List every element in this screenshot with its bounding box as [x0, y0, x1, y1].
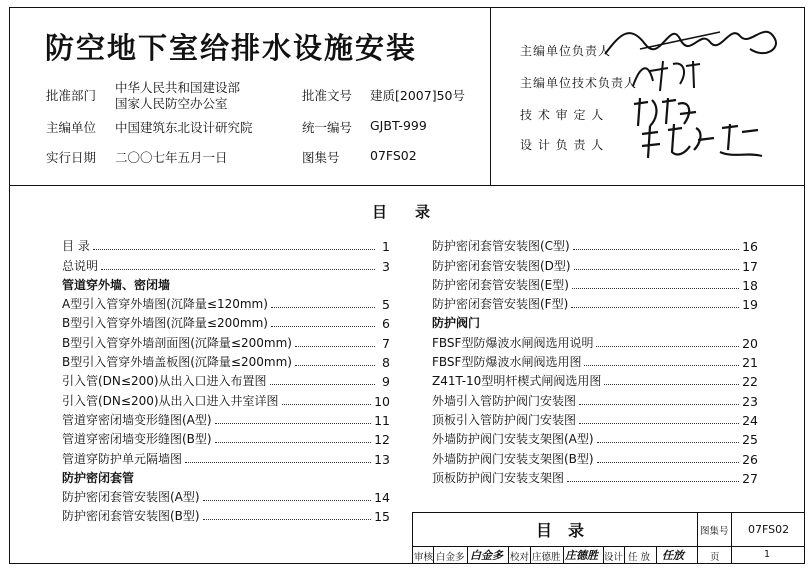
- toc-entry-title: B型引入管穿外墙图(沉降量≤200mm): [62, 316, 268, 331]
- toc-entry-page: 9: [382, 374, 390, 390]
- page-title: 防空地下室给排水设施安装: [45, 31, 418, 65]
- approval-dept-label: 批准部门: [46, 88, 97, 103]
- toc-leader: [574, 269, 739, 270]
- unified-no-label: 统一编号: [302, 120, 353, 135]
- toc-section-title: 防护密闭套管: [62, 470, 135, 485]
- toc-entry-title: 顶板防护阀门安装支架图: [432, 470, 565, 485]
- tb-cell-rule: [467, 546, 468, 564]
- toc-entry-title: 防护密闭套管安装图(B型): [62, 509, 200, 524]
- tb-cell-rule: [656, 546, 657, 564]
- toc-section-title: 管道穿外墙、密闭墙: [62, 277, 171, 292]
- toc-leader: [93, 249, 375, 250]
- toc-leader: [282, 404, 372, 405]
- approval-dept-line-1: 中华人民共和国建设部: [115, 80, 241, 95]
- toc-entry[interactable]: [62, 389, 390, 408]
- toc-entry-title: 外墙防护阀门安装支架图(A型): [432, 432, 594, 447]
- toc-entry-page: 13: [374, 451, 390, 467]
- toc-entry-title: Z41T-10型明杆楔式闸阀选用图: [432, 374, 602, 389]
- toc-left-column: [62, 235, 390, 524]
- header-bottom-rule: [9, 185, 805, 186]
- editor-unit-label: 主编单位: [46, 120, 97, 135]
- toc-entry-title: 管道穿密闭墙变形缝图(B型): [62, 432, 212, 447]
- toc-entry-page: 14: [374, 490, 390, 506]
- toc-entry[interactable]: [432, 274, 758, 293]
- review-signature: 白金多: [470, 549, 503, 562]
- design-label: 设计: [604, 552, 624, 563]
- toc-entry-page: 1: [382, 239, 390, 255]
- atlas-no-value: 07FS02: [370, 148, 417, 163]
- toc-leader: [573, 249, 739, 250]
- toc-entry-title: 管道穿密闭墙变形缝图(A型): [62, 412, 212, 427]
- toc-entry-title: B型引入管穿外墙剖面图(沉降量≤200mm): [62, 335, 292, 350]
- unified-no-value: GJBT-999: [370, 118, 427, 133]
- toc-leader: [567, 481, 739, 482]
- toc-leader: [215, 442, 371, 443]
- toc-entry-page: 11: [374, 412, 390, 428]
- toc-entry-page: 23: [742, 393, 758, 409]
- toc-entry-title: 引入管(DN≤200)从出入口进入井室详图: [62, 393, 279, 408]
- resp-label-design-lead: 设 计 负 责 人: [520, 138, 605, 152]
- toc-entry-page: 19: [742, 297, 758, 313]
- check-signature: 庄德胜: [565, 549, 598, 562]
- toc-leader: [185, 462, 371, 463]
- editor-unit-value: 中国建筑东北设计研究院: [115, 120, 253, 135]
- tb-cell-rule: [563, 546, 564, 564]
- toc-entry-page: 18: [742, 277, 758, 293]
- toc-entry-title: B型引入管穿外墙盖板图(沉降量≤200mm): [62, 355, 292, 370]
- toc-entry-title: 目 录: [62, 239, 90, 254]
- title-block-top-rule: [412, 512, 805, 513]
- toc-leader: [271, 326, 375, 327]
- check-label: 校对: [510, 552, 530, 563]
- title-block-atlas-rule: [697, 512, 698, 564]
- toc-leader: [270, 384, 375, 385]
- signature-design-lead: [638, 122, 768, 168]
- toc-entry[interactable]: [62, 254, 390, 273]
- toc-entry-page: 15: [374, 509, 390, 525]
- toc-entry-page: 26: [742, 451, 758, 467]
- review-label: 审核: [414, 552, 434, 563]
- toc-entry[interactable]: [62, 293, 390, 312]
- approval-doc-label: 批准文号: [302, 88, 353, 103]
- toc-entry[interactable]: [432, 370, 758, 389]
- tb-cell-rule: [624, 546, 625, 564]
- toc-section-title: 防护阀门: [432, 316, 481, 331]
- toc-leader: [571, 307, 739, 308]
- title-block-atlas-value: 07FS02: [748, 523, 790, 536]
- toc-leader: [579, 423, 739, 424]
- toc-heading: 目录: [372, 203, 459, 221]
- toc-entry[interactable]: [62, 351, 390, 370]
- toc-entry-page: 24: [742, 412, 758, 428]
- toc-entry-title: 防护密闭套管安装图(E型): [432, 277, 569, 292]
- toc-entry[interactable]: [432, 467, 758, 486]
- toc-entry-title: 引入管(DN≤200)从出入口进入布置图: [62, 374, 267, 389]
- toc-entry[interactable]: [432, 235, 758, 254]
- toc-leader: [584, 365, 739, 366]
- toc-entry-page: 6: [382, 316, 390, 332]
- toc-entry[interactable]: [432, 447, 758, 466]
- toc-entry-title: 总说明: [62, 258, 99, 273]
- toc-entry[interactable]: [432, 293, 758, 312]
- toc-leader: [215, 423, 372, 424]
- tb-cell-rule: [433, 546, 434, 564]
- toc-leader: [203, 519, 371, 520]
- toc-entry-title: FBSF型防爆波水闸阀选用图: [432, 355, 582, 370]
- toc-entry[interactable]: [62, 447, 390, 466]
- design-signature: 任放: [662, 549, 684, 562]
- toc-entry-title: 外墙防护阀门安装支架图(B型): [432, 451, 594, 466]
- title-block-atlas-label: 图集号: [700, 526, 729, 537]
- effective-date-label: 实行日期: [46, 150, 97, 165]
- toc-entry[interactable]: [62, 235, 390, 254]
- toc-entry-page: 5: [382, 297, 390, 313]
- toc-entry[interactable]: [62, 486, 390, 505]
- title-block-atlas-value-rule: [731, 512, 732, 564]
- resp-label-tech-review: 技 术 审 定 人: [520, 108, 605, 122]
- toc-entry[interactable]: [432, 331, 758, 350]
- toc-entry-page: 17: [742, 258, 758, 274]
- toc-entry-title: 外墙引入管防护阀门安装图: [432, 393, 577, 408]
- toc-entry-title: 防护密闭套管安装图(D型): [432, 258, 571, 273]
- toc-entry-title: A型引入管穿外墙图(沉降量≤120mm): [62, 297, 268, 312]
- toc-entry-title: 顶板引入管防护阀门安装图: [432, 412, 577, 427]
- review-name: 白金多: [436, 552, 465, 563]
- toc-entry[interactable]: [62, 312, 390, 331]
- approval-dept-line-2: 国家人民防空办公室: [115, 96, 228, 111]
- toc-entry-page: 22: [742, 374, 758, 390]
- toc-entry[interactable]: [432, 351, 758, 370]
- toc-entry[interactable]: [62, 505, 390, 524]
- toc-entry-page: 3: [382, 258, 390, 274]
- toc-leader: [596, 346, 739, 347]
- tb-cell-rule: [508, 546, 509, 564]
- page-label: 页: [710, 552, 720, 563]
- toc-entry-page: 25: [742, 432, 758, 448]
- toc-entry[interactable]: [432, 254, 758, 273]
- toc-entry-page: 20: [742, 335, 758, 351]
- atlas-no-label: 图集号: [302, 150, 340, 165]
- toc-entry-title: FBSF型防爆波水闸阀选用说明: [432, 335, 594, 350]
- toc-leader: [295, 346, 375, 347]
- toc-entry-page: 21: [742, 355, 758, 371]
- toc-leader: [579, 404, 739, 405]
- toc-leader: [295, 365, 375, 366]
- toc-leader: [604, 384, 739, 385]
- toc-entry-title: 防护密闭套管安装图(C型): [432, 239, 570, 254]
- tb-cell-rule: [530, 546, 531, 564]
- toc-entry-page: 27: [742, 470, 758, 486]
- approval-doc-value: 建质[2007]50号: [370, 88, 465, 103]
- toc-entry-title: 防护密闭套管安装图(A型): [62, 490, 200, 505]
- resp-label-chief-tech: 主编单位技术负责人: [520, 76, 638, 90]
- page-value: 1: [764, 549, 771, 560]
- toc-entry-page: 16: [742, 239, 758, 255]
- toc-leader: [271, 307, 375, 308]
- toc-section: [432, 312, 758, 331]
- header-vertical-rule: [490, 7, 491, 185]
- toc-entry-page: 12: [374, 432, 390, 448]
- toc-leader: [572, 288, 739, 289]
- toc-leader: [101, 269, 375, 270]
- toc-leader: [203, 500, 372, 501]
- design-name: 任 放: [628, 552, 651, 563]
- toc-entry-page: 10: [374, 393, 390, 409]
- check-name: 庄德胜: [532, 552, 561, 563]
- title-block-title: 目录: [536, 521, 601, 540]
- effective-date-value: 二〇〇七年五月一日: [115, 150, 228, 165]
- toc-entry[interactable]: [432, 389, 758, 408]
- toc-entry[interactable]: [432, 428, 758, 447]
- resp-label-chief-unit: 主编单位负责人: [520, 44, 612, 58]
- toc-section: [62, 467, 390, 486]
- title-block-left-rule: [412, 512, 413, 564]
- toc-entry-page: 8: [382, 355, 390, 371]
- toc-entry-page: 7: [382, 335, 390, 351]
- toc-entry[interactable]: [62, 428, 390, 447]
- toc-entry-title: 管道穿防护单元隔墙图: [62, 451, 183, 466]
- toc-entry[interactable]: [432, 409, 758, 428]
- toc-section: [62, 274, 390, 293]
- toc-leader: [597, 442, 740, 443]
- toc-entry[interactable]: [62, 331, 390, 350]
- toc-leader: [597, 462, 739, 463]
- toc-entry[interactable]: [62, 370, 390, 389]
- toc-entry[interactable]: [62, 409, 390, 428]
- signature-chief-tech: [628, 56, 708, 96]
- toc-right-column: [432, 235, 758, 486]
- toc-entry-title: 防护密闭套管安装图(F型): [432, 297, 569, 312]
